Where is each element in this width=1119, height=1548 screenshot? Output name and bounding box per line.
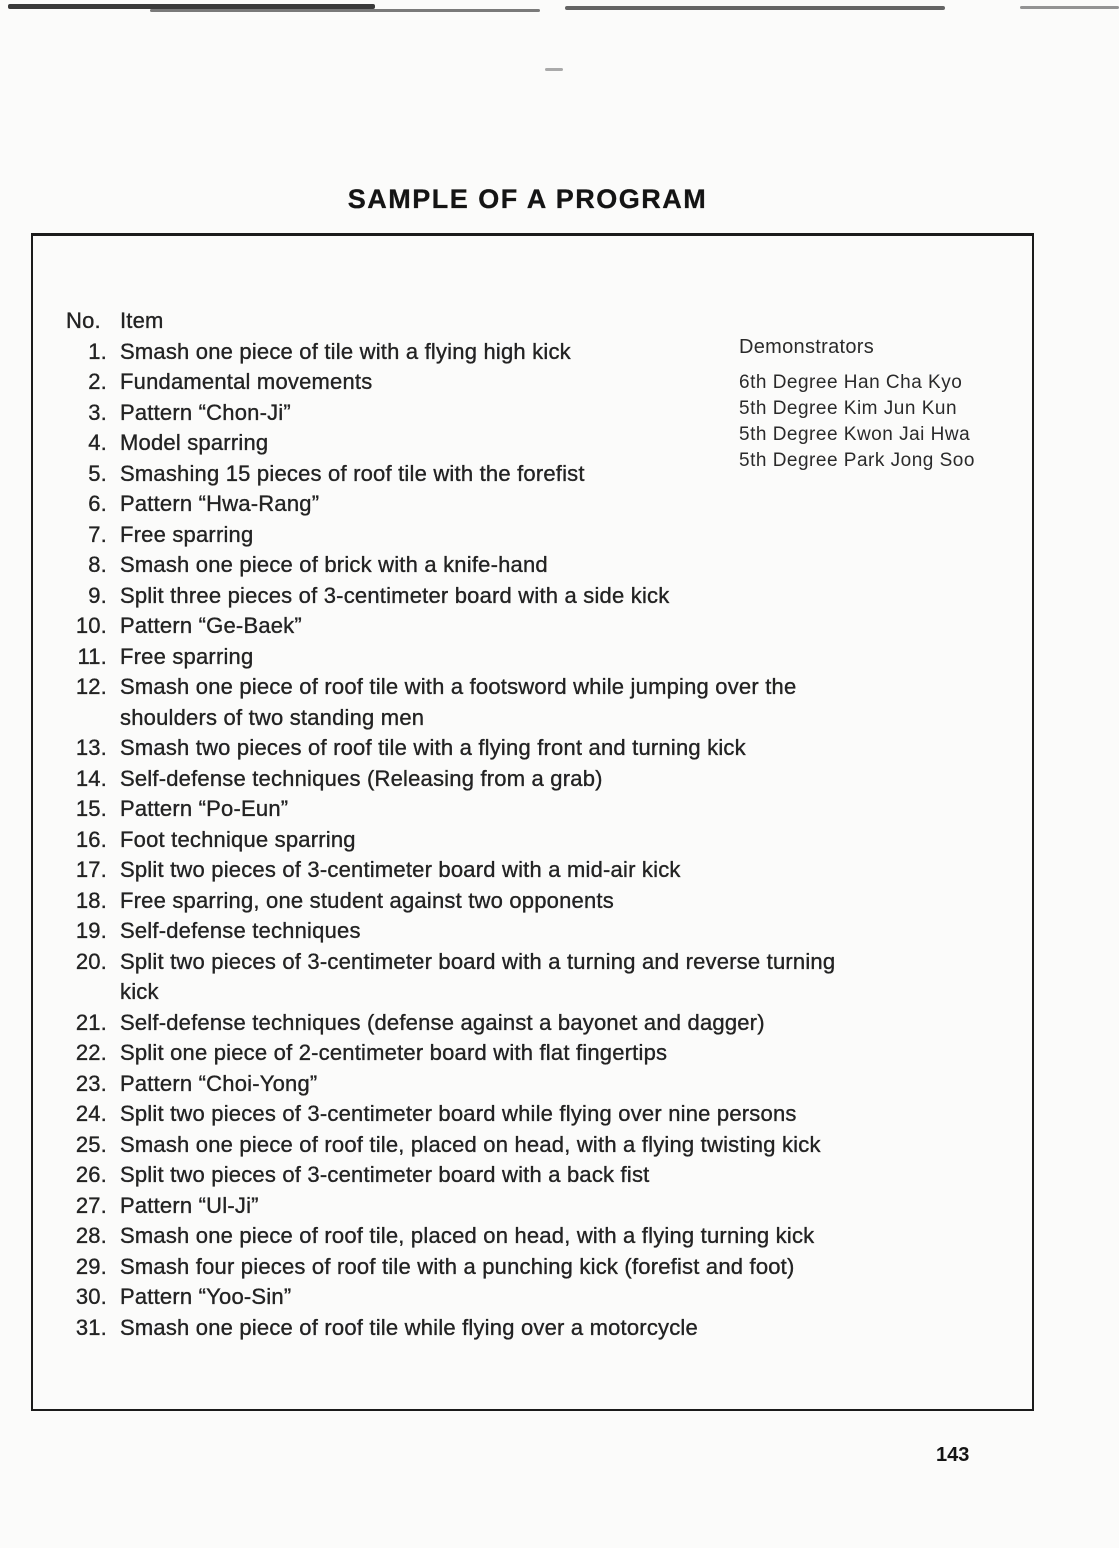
scan-artifact bbox=[1020, 6, 1119, 9]
demonstrators-names bbox=[739, 370, 975, 474]
list-item bbox=[66, 1038, 835, 1069]
item-text: Pattern “Chon-Ji” bbox=[120, 399, 291, 425]
list-item bbox=[66, 1282, 835, 1313]
item-text: Smash two pieces of roof tile with a flying front and turning kick bbox=[120, 735, 746, 760]
item-text: Pattern “Hwa-Rang” bbox=[120, 491, 320, 516]
list-item bbox=[66, 825, 835, 856]
list-item bbox=[66, 1130, 835, 1161]
item-number: 31. bbox=[75, 1314, 107, 1340]
page-title: SAMPLE OF A PROGRAM bbox=[347, 184, 708, 214]
item-number: 23. bbox=[75, 1070, 107, 1096]
item-text: Self-defense techniques (Releasing from a grab) bbox=[120, 765, 603, 791]
scan-artifact bbox=[150, 9, 540, 12]
list-item bbox=[66, 398, 835, 429]
scan-artifact bbox=[545, 68, 563, 71]
item-text: Foot technique sparring bbox=[120, 826, 356, 852]
item-text: Smash one piece of roof tile while flying over a motorcycle bbox=[120, 1314, 698, 1340]
list-item bbox=[66, 520, 835, 551]
item-text: Self-defense techniques bbox=[120, 918, 361, 943]
list-item bbox=[66, 1069, 835, 1100]
list-item bbox=[66, 886, 835, 917]
list-item bbox=[66, 672, 835, 733]
item-text: Split one piece of 2-centimeter board with flat fingertips bbox=[120, 1040, 668, 1065]
item-number: 18. bbox=[75, 887, 107, 913]
item-number: 19. bbox=[75, 918, 107, 943]
list-item bbox=[66, 1313, 835, 1344]
item-text: Smash one piece of roof tile, placed on head, with a flying twisting kick bbox=[120, 1131, 821, 1157]
item-number: 17. bbox=[75, 857, 107, 882]
item-text: Smash one piece of brick with a knife-hand bbox=[120, 552, 548, 577]
scan-artifact bbox=[565, 6, 945, 10]
item-text: Split two pieces of 3-centimeter board with a turning and reverse turning kick bbox=[120, 948, 836, 1004]
demonstrators-label: Demonstrators bbox=[739, 336, 875, 358]
demonstrator-name: 5th Degree Park Jong Soo bbox=[739, 450, 975, 471]
item-text: Pattern “Po-Eun” bbox=[120, 796, 289, 821]
item-text: Free sparring, one student against two opponents bbox=[120, 887, 614, 913]
list-item bbox=[66, 367, 835, 398]
list-item bbox=[66, 794, 835, 825]
program-box bbox=[31, 233, 1034, 1411]
item-text: Split two pieces of 3-centimeter board while flying over nine persons bbox=[120, 1101, 797, 1126]
list-item bbox=[66, 642, 835, 673]
item-number: 22. bbox=[75, 1040, 107, 1065]
list-item bbox=[66, 1099, 835, 1130]
item-number: 6. bbox=[88, 491, 107, 516]
item-text: Pattern “Yoo-Sin” bbox=[120, 1284, 292, 1309]
item-text: Split three pieces of 3-centimeter board with a side kick bbox=[120, 582, 670, 608]
list-item bbox=[66, 764, 835, 795]
item-number: 16. bbox=[75, 826, 107, 852]
header-item: Item bbox=[120, 308, 164, 333]
item-number: 2. bbox=[88, 369, 107, 394]
list-item bbox=[66, 459, 835, 490]
item-text: Fundamental movements bbox=[120, 369, 373, 394]
item-number: 14. bbox=[75, 765, 107, 791]
page-number: 143 bbox=[936, 1444, 970, 1466]
item-number: 5. bbox=[88, 460, 107, 486]
item-number: 24. bbox=[75, 1101, 107, 1126]
demonstrator-name: 6th Degree Han Cha Kyo bbox=[739, 372, 963, 393]
list-item bbox=[66, 1221, 835, 1252]
list-item bbox=[66, 1191, 835, 1222]
item-text: Smashing 15 pieces of roof tile with the forefist bbox=[120, 460, 585, 486]
item-number: 21. bbox=[75, 1009, 107, 1035]
item-number: 20. bbox=[75, 948, 107, 974]
item-text: Pattern “Ul-Ji” bbox=[120, 1192, 259, 1218]
item-number: 10. bbox=[75, 613, 107, 638]
item-number: 9. bbox=[88, 582, 107, 608]
item-number: 25. bbox=[75, 1131, 107, 1157]
item-text: Split two pieces of 3-centimeter board with a mid-air kick bbox=[120, 857, 681, 882]
item-number: 7. bbox=[88, 521, 107, 547]
item-number: 26. bbox=[75, 1162, 107, 1187]
list-item bbox=[66, 1008, 835, 1039]
list-item bbox=[66, 733, 835, 764]
list-item bbox=[66, 428, 835, 459]
program-list bbox=[66, 306, 835, 1343]
item-text: Self-defense techniques (defense against a bayonet and dagger) bbox=[120, 1009, 765, 1035]
item-number: 4. bbox=[88, 430, 107, 455]
item-text: Smash one piece of roof tile, placed on head, with a flying turning kick bbox=[120, 1223, 815, 1248]
item-number: 12. bbox=[75, 674, 107, 699]
item-number: 29. bbox=[75, 1253, 107, 1279]
list-item bbox=[66, 611, 835, 642]
item-text: Free sparring bbox=[120, 521, 254, 547]
item-text: Smash one piece of roof tile with a footsword while jumping over the shoulders of two standing men bbox=[120, 674, 797, 730]
demonstrators bbox=[739, 336, 975, 474]
list-item bbox=[66, 916, 835, 947]
list-item bbox=[66, 581, 835, 612]
list-item bbox=[66, 489, 835, 520]
item-text: Pattern “Ge-Baek” bbox=[120, 613, 302, 638]
demonstrator-name: 5th Degree Kim Jun Kun bbox=[739, 398, 958, 419]
header-no: No. bbox=[66, 308, 101, 333]
item-text: Smash four pieces of roof tile with a punching kick (forefist and foot) bbox=[120, 1253, 795, 1279]
list-item bbox=[66, 337, 835, 368]
item-number: 30. bbox=[75, 1284, 107, 1309]
list-item bbox=[66, 947, 835, 1008]
item-number: 27. bbox=[75, 1192, 107, 1218]
item-text: Pattern “Choi-Yong” bbox=[120, 1070, 318, 1096]
program-list-items bbox=[66, 337, 835, 1344]
demonstrator-name: 5th Degree Kwon Jai Hwa bbox=[739, 424, 971, 445]
item-text: Free sparring bbox=[120, 643, 254, 669]
item-number: 1. bbox=[88, 338, 107, 364]
list-item bbox=[66, 1160, 835, 1191]
item-number: 3. bbox=[88, 399, 107, 425]
item-text: Split two pieces of 3-centimeter board with a back fist bbox=[120, 1162, 650, 1187]
item-text: Smash one piece of tile with a flying high kick bbox=[120, 338, 571, 364]
item-number: 28. bbox=[75, 1223, 107, 1248]
item-number: 11. bbox=[77, 643, 107, 669]
item-number: 13. bbox=[75, 735, 107, 760]
list-item bbox=[66, 1252, 835, 1283]
item-text: Model sparring bbox=[120, 430, 269, 455]
list-item bbox=[66, 550, 835, 581]
item-number: 15. bbox=[75, 796, 107, 821]
item-number: 8. bbox=[88, 552, 107, 577]
list-item bbox=[66, 855, 835, 886]
list-header bbox=[66, 306, 835, 337]
